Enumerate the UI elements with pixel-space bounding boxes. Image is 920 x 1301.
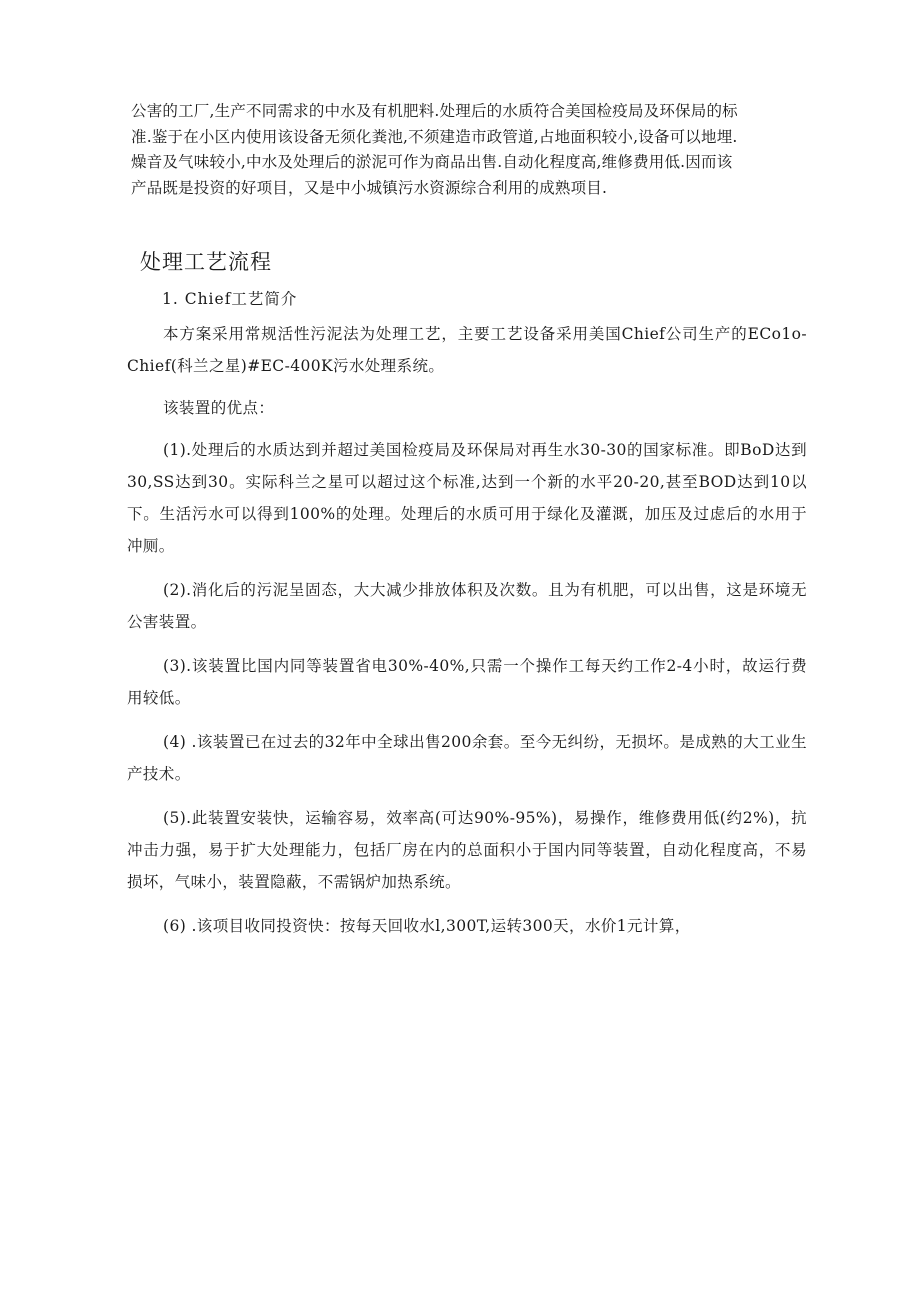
section-heading: 处理工艺流程 [140, 250, 272, 274]
body-text [127, 318, 807, 954]
intro-line: 公害的工厂,生产不同需求的中水及有机肥料.处理后的水质符合美国检疫局及环保局的标 [131, 102, 738, 120]
advantage-item-6: (6) .该项目收同投资快：按每天回收水l,300T,运转300天，水价1元计算， [163, 917, 691, 935]
intro-line: 燥音及气味较小,中水及处理后的淤泥可作为商品出售.自动化程度高,维修费用低.因而该 [131, 153, 733, 171]
intro-paragraph [131, 99, 803, 201]
intro-line: 准.鉴于在小区内使用该设备无须化粪池,不须建造市政管道,占地面积较小,设备可以地埋. [131, 127, 738, 146]
advantage-item-4: (4) .该装置已在过去的32年中全球出售200余套。至今无纠纷，无损坏。是成熟的大工业生产技术。 [127, 733, 807, 783]
advantage-item-5: (5).此装置安装快，运输容易，效率高(可达90%-95%)，易操作，维修费用低(约2%)，抗冲击力强，易于扩大处理能力，包括厂房在内的总面积小于国内同等装置，自动化程度高，不易损坏，气味小，装置隐蔽，不需锅炉加热系统。 [127, 809, 807, 891]
subsection-heading: 1. Chief工艺简介 [162, 290, 298, 308]
advantage-item-1: (1).处理后的水质达到并超过美国检疫局及环保局对再生水30-30的国家标准。即BoD达到30,SS达到30。实际科兰之星可以超过这个标准,达到一个新的水平20-20,甚至BOD达到10以下。生活污水可以得到100%的处理。处理后的水质可用于绿化及灌溉，加压及过虑后的水用于冲厕。 [127, 441, 807, 555]
method-paragraph: 本方案采用常规活性污泥法为处理工艺，主要工艺设备采用美国Chief公司生产的ECo1o-Chief(科兰之星)#EC-400K污水处理系统。 [127, 325, 807, 375]
intro-line: 产品既是投资的好项目，又是中小城镇污水资源综合利用的成熟项目. [131, 178, 608, 197]
advantage-item-2: (2).消化后的污泥呈固态，大大减少排放体积及次数。且为有机肥，可以出售，这是环境无公害装置。 [127, 581, 807, 631]
advantages-label: 该装置的优点： [163, 399, 275, 417]
advantage-item-3: (3).该装置比国内同等装置省电30%-40%,只需一个操作工每天约工作2-4小时，故运行费用较低。 [127, 657, 807, 707]
